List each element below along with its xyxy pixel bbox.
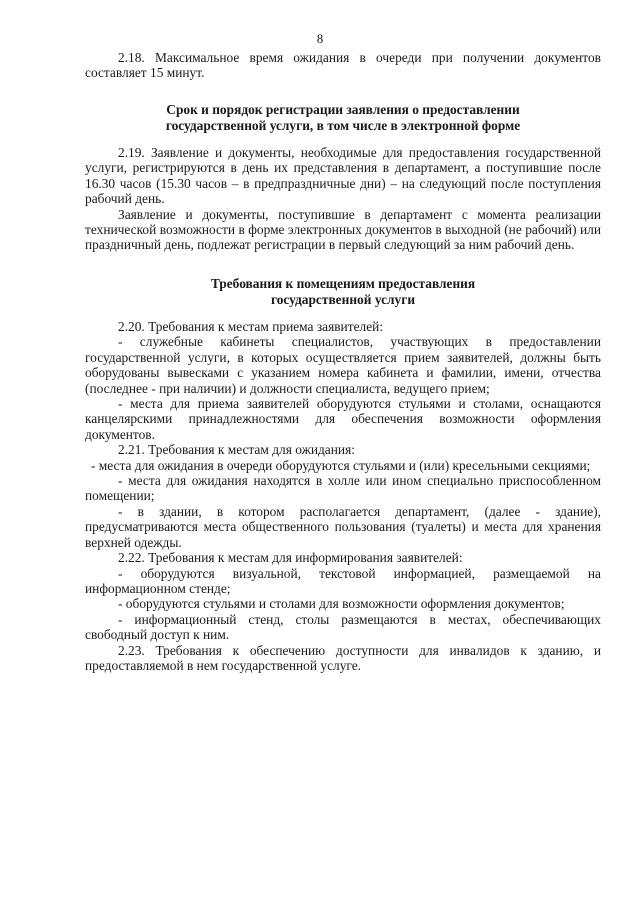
section-2-20-to-2-23: [85, 319, 601, 673]
list-item-info-stand: - оборудуются визуальной, текстовой информацией, размещаемой на информационном стенде;: [85, 565, 601, 596]
paragraph-2-23: 2.23. Требования к обеспечению доступности для инвалидов к зданию, и предоставляемой в нем государственной услуге.: [85, 642, 601, 673]
heading-premises-line-2: государственной услуги: [270, 291, 416, 307]
list-item-reception-places: - места для приема заявителей оборудуются стульями и столами, оснащаются канцелярскими принадлежностями для обеспечения возможности оформления документов.: [85, 396, 601, 442]
list-item-chairs-tables: - оборудуются стульями и столами для возможности оформления документов;: [118, 596, 565, 612]
heading-premises-line-1: Требования к помещениям предоставления: [210, 276, 476, 291]
heading-registration-line-2: государственной услуги, в том числе в электронной форме: [165, 117, 521, 133]
section-2-19: [85, 145, 601, 253]
page-number: 8: [316, 31, 324, 46]
heading-registration: [85, 102, 601, 133]
paragraph-2-21: 2.21. Требования к местам для ожидания:: [118, 442, 355, 458]
heading-registration-line-1: Срок и порядок регистрации заявления о предоставлении: [166, 102, 520, 117]
paragraph-2-19: 2.19. Заявление и документы, необходимые для предоставления государственной услуги, регистрируются в день их представления в департамент, а поступившие после 16.30 часов (15.30 часов – в предпраздничные дни) – на следующий после поступления рабочий день.: [85, 145, 601, 207]
paragraph-2-20: 2.20. Требования к местам приема заявителей:: [118, 319, 384, 334]
list-item-offices: - служебные кабинеты специалистов, участвующих в предоставлении государственной услуги, в которых осуществляется прием заявителей, должны быть оборудованы вывесками с указанием номера кабинета и фамилии, имени, отчества (последнее - при наличии) и должности специалиста, ведущего прием;: [85, 334, 601, 396]
paragraph-2-22: 2.22. Требования к местам для информирования заявителей:: [118, 550, 463, 566]
heading-premises: [85, 276, 601, 307]
paragraph-2-18: 2.18. Максимальное время ожидания в очереди при получении документов составляет 15 минут.: [85, 50, 601, 81]
list-item-waiting-seats: - места для ожидания в очереди оборудуются стульями и (или) кресельными секциями;: [91, 457, 591, 473]
section-2-18: [85, 50, 601, 81]
paragraph-2-19-electronic: Заявление и документы, поступившие в департамент с момента реализации технической возможности в форме электронных документов в выходной (не рабочий) или праздничный день, подлежат регистрации в первый следующий за ним рабочий день.: [85, 206, 601, 253]
list-item-waiting-hall: - места для ожидания находятся в холле или ином специально приспособленном помещении;: [85, 473, 601, 504]
list-item-free-access: - информационный стенд, столы размещаются в местах, обеспечивающих свободный доступ к ним.: [85, 611, 601, 643]
list-item-building-facilities: - в здании, в котором располагается департамент, (далее - здание), предусматриваются места общественного пользования (туалеты) и места для хранения верхней одежды.: [85, 503, 601, 550]
